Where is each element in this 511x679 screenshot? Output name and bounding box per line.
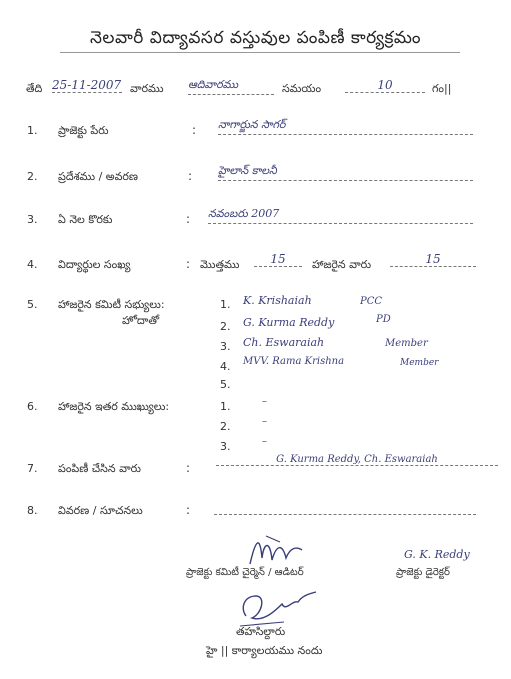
row-8-number: 8. bbox=[27, 504, 38, 517]
member-2-role: PD bbox=[376, 314, 391, 325]
time-unit: గం|| bbox=[432, 82, 452, 95]
present-value: 15 bbox=[390, 252, 476, 267]
row-5-label: హాజరైన కమిటీ సభ్యులు: bbox=[58, 298, 165, 311]
project-name-value: నాగార్జున సాగర్ bbox=[218, 118, 473, 135]
row-3-number: 3. bbox=[27, 213, 38, 226]
row-2-colon: : bbox=[188, 169, 193, 183]
date-label: తేది bbox=[26, 82, 43, 95]
date-value: 25-11-2007 bbox=[52, 78, 122, 92]
member-4-number: 4. bbox=[220, 360, 231, 373]
row-1-colon: : bbox=[192, 123, 197, 137]
time-label: సమయం bbox=[282, 82, 322, 95]
member-3-role: Member bbox=[385, 338, 428, 349]
member-1-number: 1. bbox=[220, 298, 231, 311]
month-value: నవంబరు 2007 bbox=[208, 207, 473, 224]
other-3-value: – bbox=[262, 436, 267, 447]
member-4-role: Member bbox=[400, 358, 439, 368]
director-signature: G. K. Reddy bbox=[404, 548, 470, 561]
row-8-colon: : bbox=[186, 503, 191, 517]
row-3-label: ఏ నెల కొరకు bbox=[58, 213, 113, 226]
total-value: 15 bbox=[254, 252, 302, 267]
row-4-label: విద్యార్థుల సంఖ్య bbox=[58, 258, 131, 271]
row-2-number: 2. bbox=[27, 170, 38, 183]
member-2-number: 2. bbox=[220, 320, 231, 333]
row-1-number: 1. bbox=[27, 124, 38, 137]
other-1-value: – bbox=[262, 396, 267, 407]
director-label: ప్రాజెక్టు డైరెక్టర్ bbox=[396, 567, 450, 578]
row-4-number: 4. bbox=[27, 258, 38, 271]
row-2-label: ప్రదేశము / అవరణ bbox=[58, 170, 139, 183]
chairman-label: ప్రాజెక్టు కమిటీ చైర్మెన్ / ఆడిటర్ bbox=[186, 567, 304, 578]
title-underline bbox=[60, 52, 460, 53]
row-3-colon: : bbox=[186, 212, 191, 226]
other-3-number: 3. bbox=[220, 440, 231, 453]
distributed-by-value: G. Kurma Reddy, Ch. Eswaraiah bbox=[216, 454, 498, 466]
member-1-name: K. Krishaiah bbox=[243, 294, 312, 307]
member-2-name: G. Kurma Reddy bbox=[243, 316, 335, 329]
row-7-label: పంపిణీ చేసిన వారు bbox=[58, 462, 141, 475]
time-value: 10 bbox=[345, 78, 425, 93]
row-5-sublabel: హోదాతో bbox=[122, 314, 160, 327]
day-value: ఆదివారము bbox=[188, 78, 274, 95]
member-3-name: Ch. Eswaraiah bbox=[243, 336, 325, 349]
other-1-number: 1. bbox=[220, 400, 231, 413]
row-6-number: 6. bbox=[27, 400, 38, 413]
present-label: హాజరైన వారు bbox=[312, 258, 372, 271]
other-2-number: 2. bbox=[220, 420, 231, 433]
row-5-number: 5. bbox=[27, 298, 38, 311]
member-1-role: PCC bbox=[360, 296, 383, 307]
chairman-signature bbox=[246, 528, 306, 570]
row-8-label: వివరణ / సూచనలు bbox=[58, 504, 143, 517]
row-7-colon: : bbox=[186, 461, 191, 475]
row-7-number: 7. bbox=[27, 462, 38, 475]
member-4-name: MVV. Rama Krishna bbox=[243, 356, 345, 367]
place-value: హైలాన్ కాలనీ bbox=[218, 164, 473, 181]
other-2-value: – bbox=[262, 416, 267, 427]
member-3-number: 3. bbox=[220, 340, 231, 353]
remarks-value bbox=[214, 500, 476, 515]
member-5-number: 5. bbox=[220, 378, 231, 391]
tahsildar-label: తహసిల్దారు bbox=[236, 625, 286, 638]
row-6-label: హాజరైన ఇతర ముఖ్యులు: bbox=[58, 400, 170, 413]
day-label: వారము bbox=[130, 82, 164, 95]
page-title: నెలవారీ విద్యావసర వస్తువుల పంపిణీ కార్యక్రమం bbox=[90, 28, 421, 48]
row-1-label: ప్రాజెక్టు పేరు bbox=[58, 124, 109, 137]
office-label: హై || కార్యాలయము నందు bbox=[206, 644, 323, 657]
total-label: మొత్తము bbox=[200, 258, 240, 271]
row-4-colon: : bbox=[186, 257, 191, 271]
